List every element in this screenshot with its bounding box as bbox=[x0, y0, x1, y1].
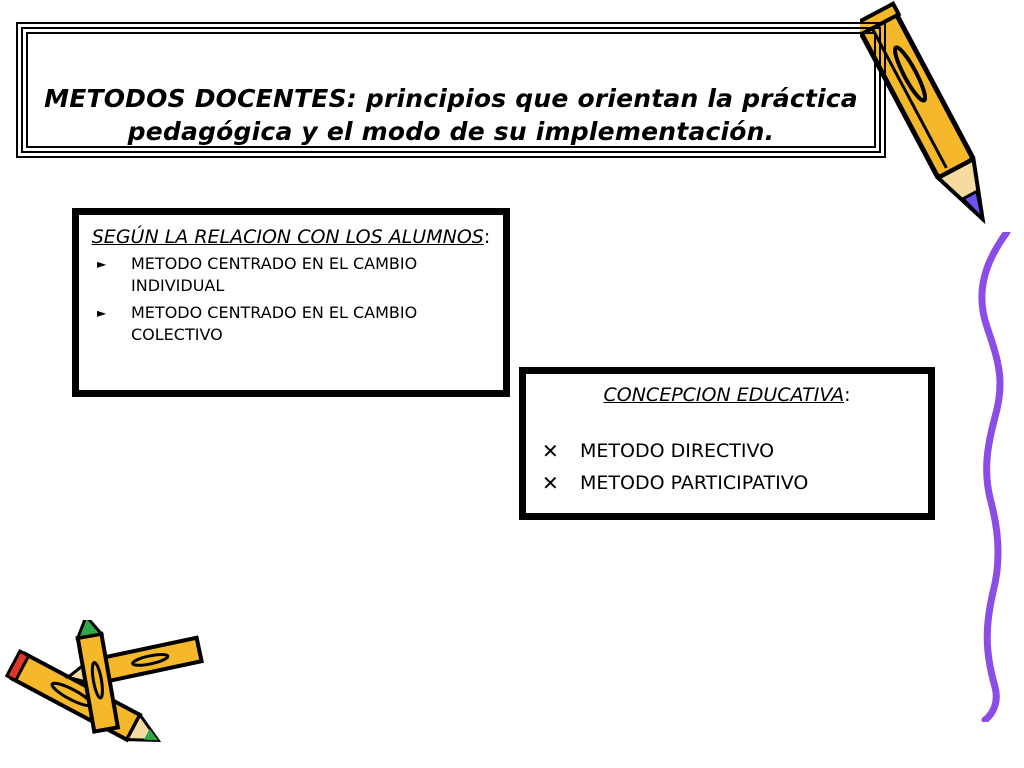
list-item-text: METODO CENTRADO EN EL CAMBIO INDIVIDUAL bbox=[131, 254, 418, 295]
box-relacion-heading-text: SEGÚN LA RELACION CON LOS ALUMNOS bbox=[91, 226, 484, 248]
x-bullet-icon: ✕ bbox=[542, 471, 559, 495]
title-frame bbox=[16, 22, 886, 158]
list-item-text: METODO PARTICIPATIVO bbox=[580, 472, 809, 494]
list-item bbox=[91, 302, 491, 346]
box-concepcion-heading bbox=[538, 383, 916, 407]
slide-title-line-1: METODOS DOCENTES: principios que orientan la práctica bbox=[44, 84, 858, 113]
crossed-pencils-icon bbox=[0, 620, 210, 760]
list-item bbox=[91, 253, 491, 297]
x-bullet-icon: ✕ bbox=[542, 439, 559, 463]
box-concepcion-heading-text: CONCEPCION EDUCATIVA bbox=[603, 384, 845, 406]
slide-title-line-2: pedagógica y el modo de su implementación. bbox=[127, 117, 775, 146]
box-relacion-heading bbox=[91, 225, 491, 249]
arrow-bullet-icon: ► bbox=[97, 306, 107, 320]
box-concepcion-educativa bbox=[519, 367, 935, 520]
box-concepcion-heading-colon: : bbox=[844, 384, 851, 406]
box-concepcion-list bbox=[538, 435, 916, 499]
list-item-text: METODO CENTRADO EN EL CAMBIO COLECTIVO bbox=[131, 303, 418, 344]
box-relacion-heading-colon: : bbox=[483, 226, 491, 248]
list-item bbox=[538, 435, 916, 467]
box-relacion-alumnos bbox=[72, 208, 510, 397]
squiggle-line-icon bbox=[965, 232, 1024, 722]
list-item bbox=[538, 467, 916, 499]
list-item-text: METODO DIRECTIVO bbox=[580, 440, 775, 462]
box-relacion-list bbox=[91, 253, 491, 346]
arrow-bullet-icon: ► bbox=[97, 257, 107, 271]
slide-title bbox=[38, 82, 864, 148]
